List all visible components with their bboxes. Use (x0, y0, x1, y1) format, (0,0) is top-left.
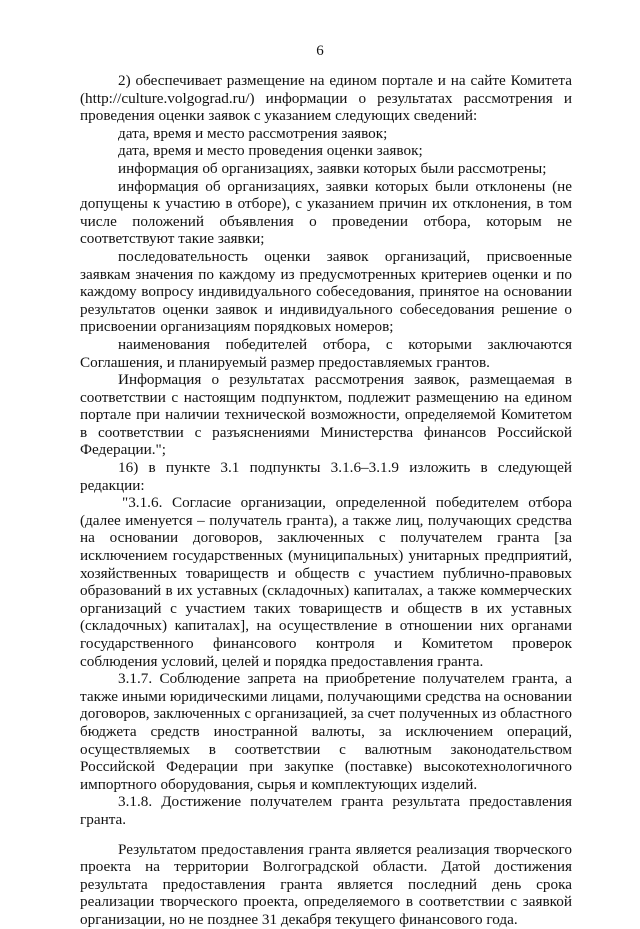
list-item-reviewed-orgs: информация об организациях, заявки которых были рассмотрены; (118, 159, 547, 177)
list-item-review-date: дата, время и место рассмотрения заявок; (118, 124, 388, 142)
clause-3-1-7: 3.1.7. Соблюдение запрета на приобретение получателем гранта, а также иными юридическими лицами, получающими средства на основании договоров, заключенных с организацией, за счет полученных из областного бюджета средств иностранной валюты, за исключением операций, осуществляемых в соответствии с валютным законодательством Российской Федерации при закупке (поставке) высокотехнологичного импортного оборудования, сырья и комплектующих изделий. (80, 670, 572, 793)
list-item-rejected-orgs: информация об организациях, заявки которых были отклонены (не допущены к участию в отборе), с указанием причин их отклонения, в том числе положений объявления о проведении отбора, которым не соответствуют такие заявки; (80, 177, 572, 248)
paragraph-info-placement: Информация о результатах рассмотрения заявок, размещаемая в соответствии с настоящим подпунктом, подлежит размещению на едином портале при наличии технической возможности, определяемой Комитетом в соответствии с разъяснениями Министерства финансов Российской Федерации."; (80, 371, 572, 459)
paragraph-16-amendment: 16) в пункте 3.1 подпункты 3.1.6–3.1.9 изложить в следующей редакции: (80, 459, 572, 494)
clause-3-1-8: 3.1.8. Достижение получателем гранта результата предоставления гранта. (80, 793, 572, 828)
list-item-evaluation-date: дата, время и место проведения оценки заявок; (118, 142, 423, 160)
document-body (80, 72, 572, 929)
paragraph-2-publication: 2) обеспечивает размещение на едином портале и на сайте Комитета (http://culture.volgograd.ru/) информации о результатах рассмотрения и проведения оценки заявок с указанием следующих сведений: (80, 72, 572, 125)
page-number: 6 (316, 43, 324, 59)
paragraph-grant-result: Результатом предоставления гранта является реализация творческого проекта на территории Волгоградской области. Датой достижения результата предоставления гранта является последний день срока реализации творческого проекта, определяемого в соответствии с заявкой организации, но не позднее 31 декабря текущего финансового года. (80, 840, 572, 928)
list-item-winners: наименования победителей отбора, с которыми заключаются Соглашения, и планируемый размер предоставляемых грантов. (80, 335, 572, 371)
list-item-evaluation-sequence: последовательность оценки заявок организаций, присвоенные заявкам значения по каждому из предусмотренных критериев оценки и по каждому вопросу индивидуального собеседования, принятое на основании результатов оценки заявок и индивидуального собеседования решение о присвоении организациям порядковых номеров; (80, 247, 572, 336)
clause-3-1-6: "3.1.6. Согласие организации, определенной победителем отбора (далее именуется – получатель гранта), а также лиц, получающих средства на основании договоров, заключенных с получателем гранта [за исключением государственных (муниципальных) унитарных предприятий, хозяйственных товариществ и обществ с участием публично-правовых образований в их уставных (складочных) капиталах, а также коммерческих организаций с участием таких товариществ и обществ в их уставных (складочных) капиталах], на осуществление в отношении них органами государственного финансового контроля и Комитетом проверок соблюдения условий, целей и порядка предоставления гранта. (80, 494, 572, 670)
